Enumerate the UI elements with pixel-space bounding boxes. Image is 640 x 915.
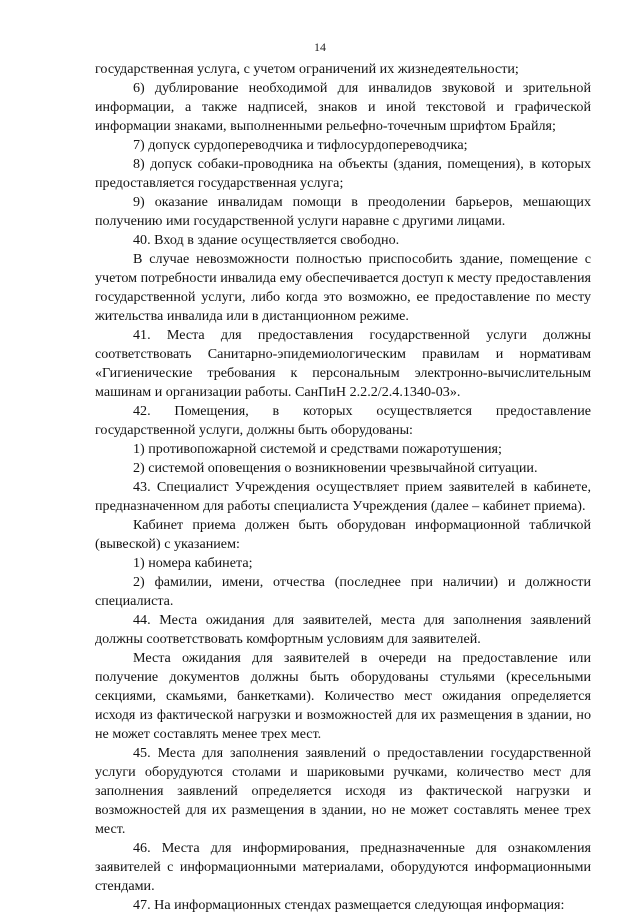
paragraph: 9) оказание инвалидам помощи в преодолении барьеров, мешающих получению ими государственной услуги наравне с другими лицами. — [95, 194, 591, 229]
paragraph: 46. Места для информирования, предназначенные для ознакомления заявителей с информационными материалами, оборудуются информационными стендами. — [95, 840, 591, 894]
paragraph: 41. Места для предоставления государственной услуги должны соответствовать Санитарно-эпидемиологическим правилам и нормативам «Гигиенические требования к персональным электронно-вычислительным машинам и организации работы. СанПиН 2.2.2/2.4.1340-03». — [95, 327, 591, 400]
paragraph: 2) фамилии, имени, отчества (последнее при наличии) и должности специалиста. — [95, 574, 591, 609]
page-number: 14 — [314, 40, 326, 54]
paragraph: 42. Помещения, в которых осуществляется предоставление государственной услуги, должны быть оборудованы: — [95, 403, 591, 438]
paragraph: Кабинет приема должен быть оборудован информационной табличкой (вывеской) с указанием: — [95, 517, 591, 552]
document-body — [95, 60, 591, 915]
paragraph: 1) противопожарной системой и средствами пожаротушения; — [133, 441, 502, 457]
paragraph: 1) номера кабинета; — [133, 555, 253, 571]
paragraph: 8) допуск собаки-проводника на объекты (здания, помещения), в которых предоставляется государственная услуга; — [95, 156, 591, 191]
paragraph: 45. Места для заполнения заявлений о предоставлении государственной услуги оборудуются столами и шариковыми ручками, количество мест для заполнения заявлений определяется исходя из фактической нагрузки и возможностей для их размещения в здании, но не может составлять менее трех мест. — [95, 745, 591, 837]
paragraph: Места ожидания для заявителей в очереди на предоставление или получение документов должны быть оборудованы стульями (кресельными секциями, скамьями, банкетками). Количество мест ожидания определяется исходя из фактической нагрузки и возможностей для их размещения в здании, но не может составлять менее трех мест. — [95, 650, 591, 742]
paragraph: государственная услуга, с учетом ограничений их жизнедеятельности; — [95, 61, 519, 77]
paragraph: 2) системой оповещения о возникновении чрезвычайной ситуации. — [133, 460, 538, 476]
paragraph: В случае невозможности полностью приспособить здание, помещение с учетом потребности инвалида ему обеспечивается доступ к месту предоставления государственной услуги, либо когда это возможно, ее предоставление по месту жительства инвалида или в дистанционном режиме. — [95, 251, 591, 324]
paragraph: 6) дублирование необходимой для инвалидов звуковой и зрительной информации, а также надписей, знаков и иной текстовой и графической информации знаками, выполненными рельефно-точечным шрифтом Брайля; — [95, 80, 591, 134]
paragraph: 7) допуск сурдопереводчика и тифлосурдопереводчика; — [133, 137, 468, 153]
paragraph: 47. На информационных стендах размещается следующая информация: — [133, 897, 565, 913]
paragraph: 44. Места ожидания для заявителей, места для заполнения заявлений должны соответствовать комфортным условиям для заявителей. — [95, 612, 591, 647]
paragraph: 40. Вход в здание осуществляется свободно. — [133, 232, 400, 248]
paragraph: 43. Специалист Учреждения осуществляет прием заявителей в кабинете, предназначенном для работы специалиста Учреждения (далее – кабинет приема). — [95, 479, 591, 514]
